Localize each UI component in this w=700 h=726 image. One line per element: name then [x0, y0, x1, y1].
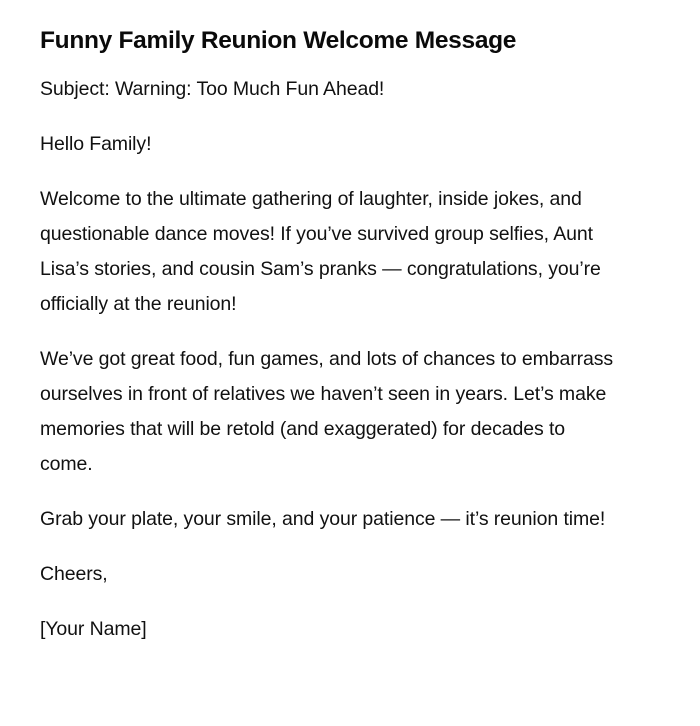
body-paragraph: Welcome to the ultimate gathering of laughter, inside jokes, and questionable dance moves! If you’ve survived group selfies, Aunt Lisa’s stories, and cousin Sam’s pranks — congratulations, you’re officially at the reunion! — [40, 188, 601, 315]
subject-line: Subject: Warning: Too Much Fun Ahead! — [40, 78, 385, 100]
document-title: Funny Family Reunion Welcome Message — [40, 27, 517, 54]
greeting: Hello Family! — [40, 133, 152, 155]
body-paragraph: Grab your plate, your smile, and your patience — it’s reunion time! — [40, 508, 606, 530]
body-paragraph: We’ve got great food, fun games, and lots of chances to embarrass ourselves in front of relatives we haven’t seen in years. Let’s make memories that will be retold (and exaggerated) for decades to come. — [40, 348, 614, 475]
signature: [Your Name] — [40, 618, 147, 640]
closing: Cheers, — [40, 563, 108, 585]
